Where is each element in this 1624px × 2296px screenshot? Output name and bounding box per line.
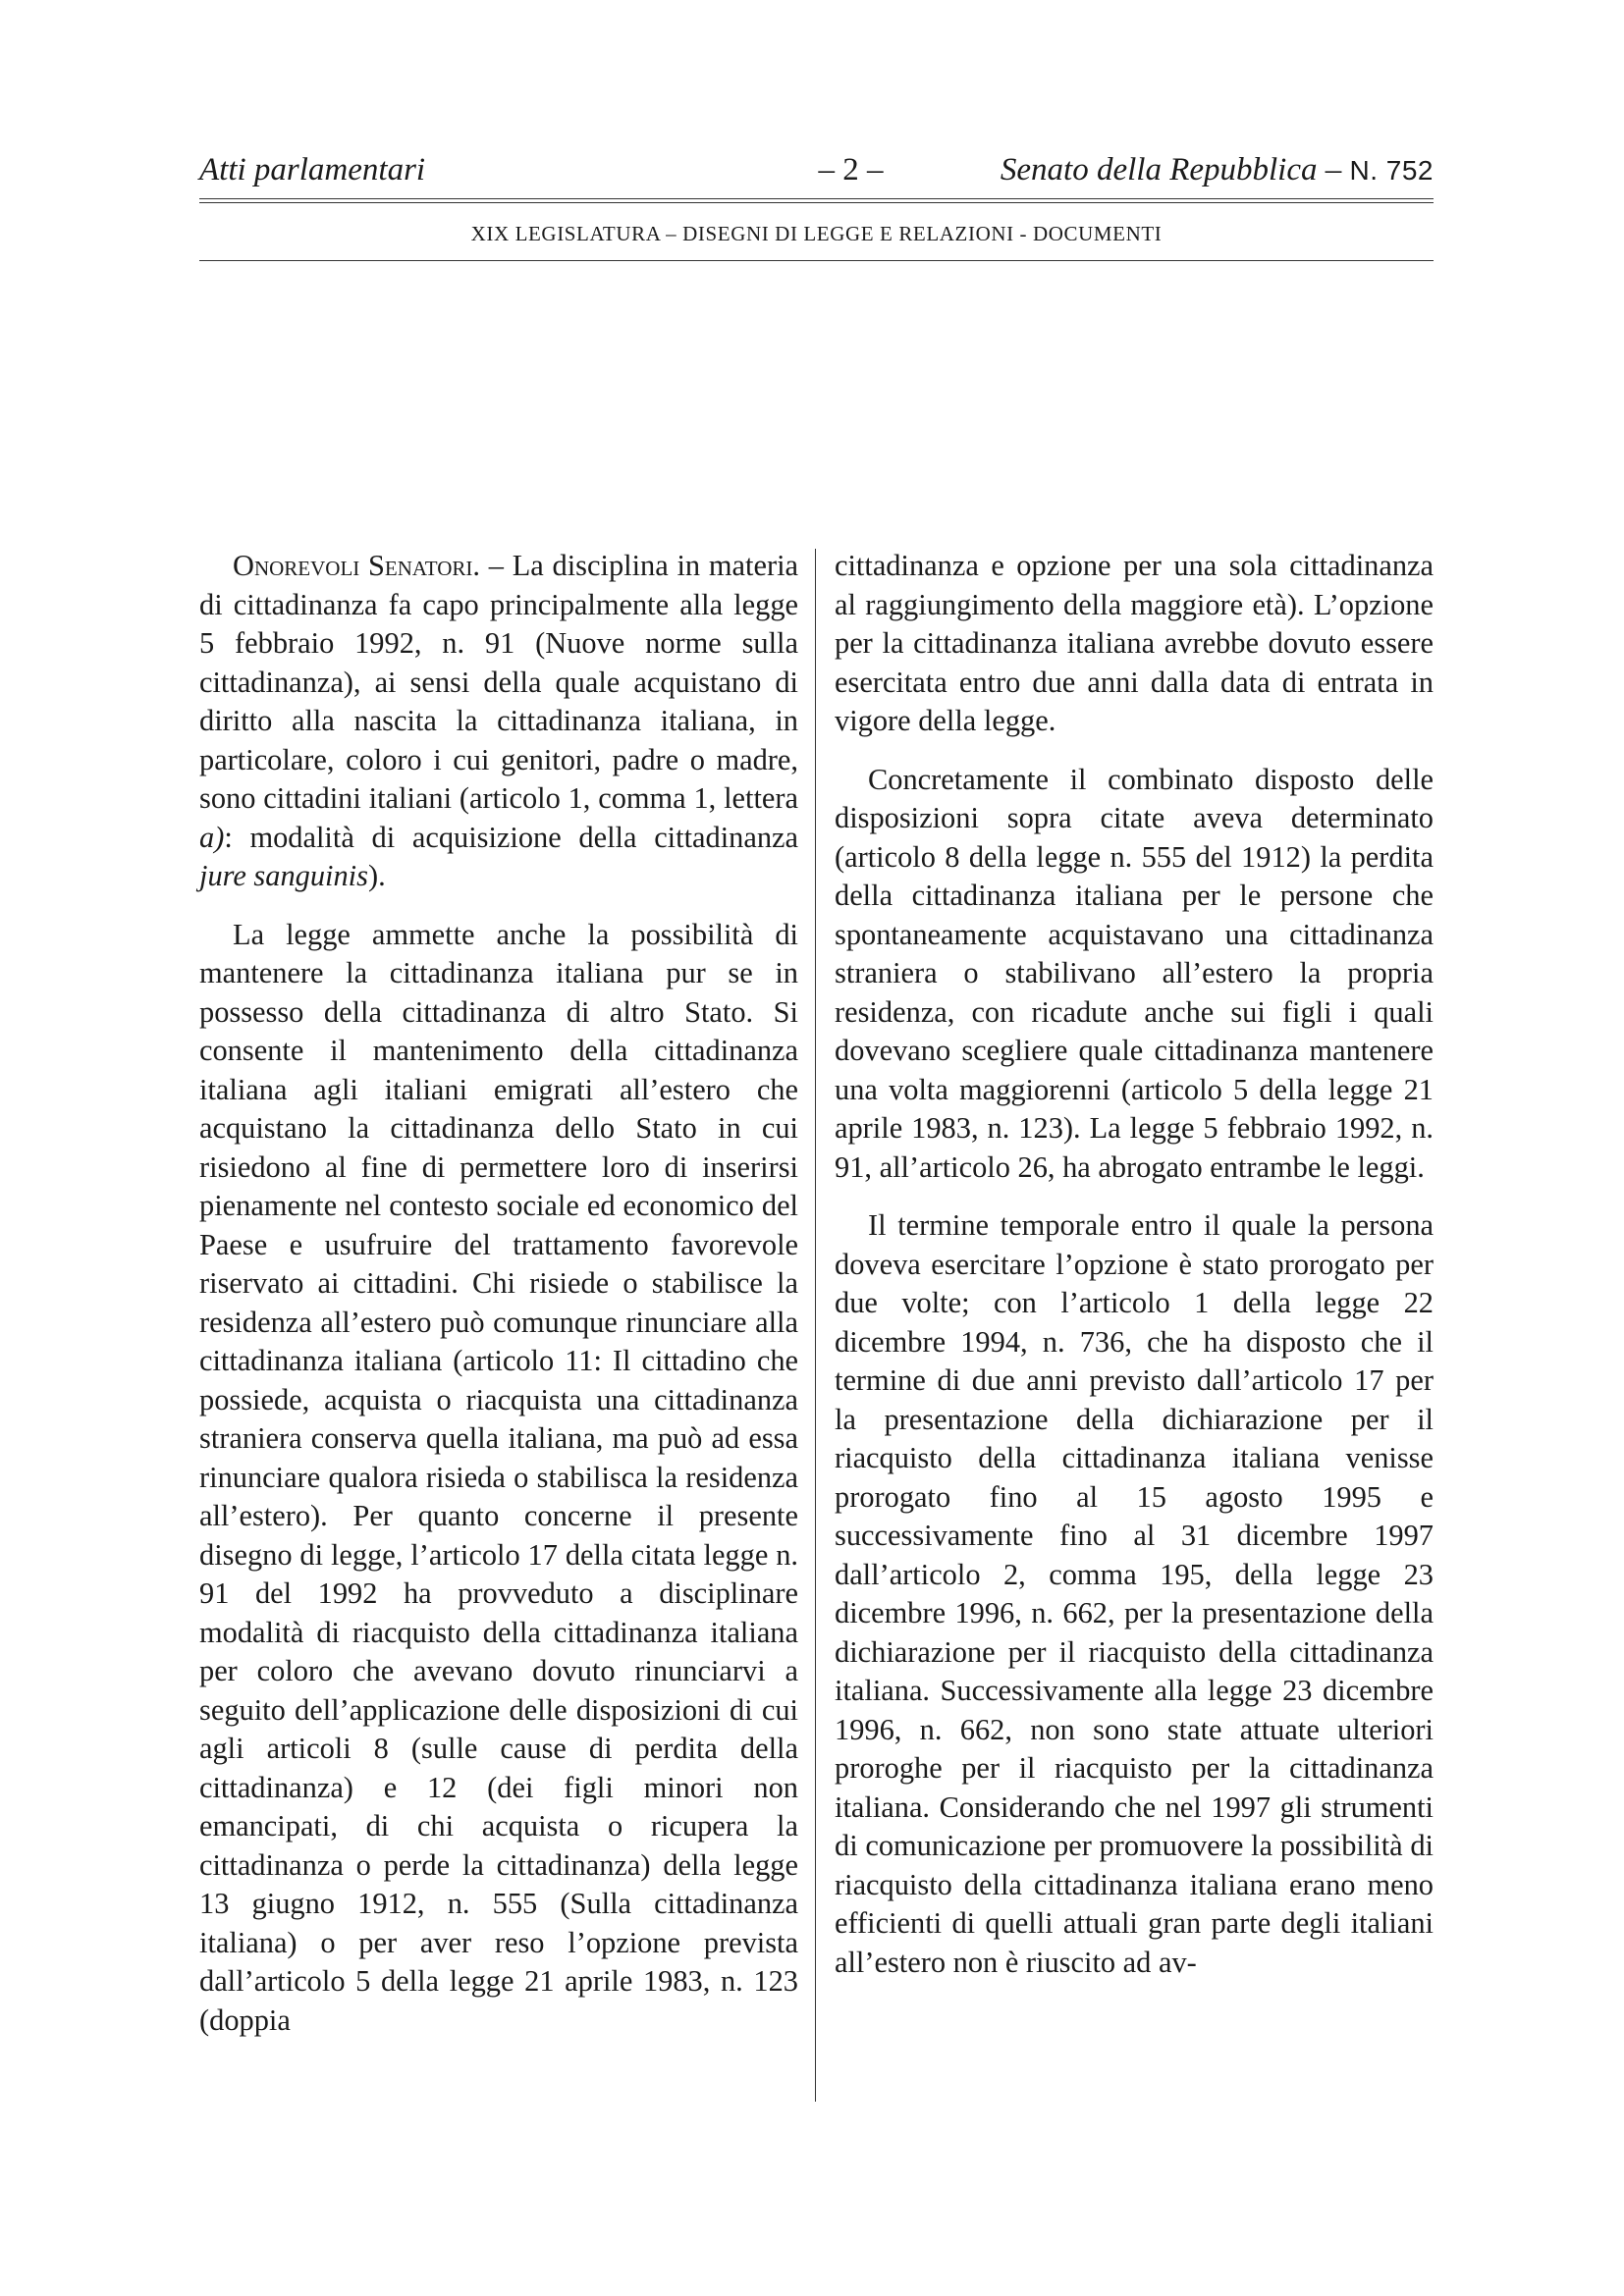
paragraph: Concretamente il combinato disposto delle disposizioni sopra citate aveva determinato (articolo 8 della legge n. 555 del 1912) la perdita della cittadinanza italiana per le persone che spontaneamente acquistavano una cittadinanza straniera o stabilivano all’estero la propria residenza, con ricadute anche sui figli i quali dovevano scegliere quale cittadinanza mantenere una volta maggiorenni (articolo 5 della legge 21 aprile 1983, n. 123). La legge 5 febbraio 1992, n. 91, all’articolo 26, ha abrogato entrambe le leggi. <box>835 762 1434 1184</box>
right-column <box>835 547 1434 1982</box>
salutation: Onorevoli Senatori. <box>233 549 480 582</box>
left-column <box>199 547 798 2040</box>
header-page-number: – 2 – <box>818 152 884 187</box>
running-header <box>199 147 1434 192</box>
header-double-rule <box>199 198 1434 203</box>
paragraph <box>199 547 798 896</box>
header-publication-title: Atti parlamentari <box>199 152 426 187</box>
paragraph-text: ). <box>367 859 386 892</box>
header-legislature-line: XIX LEGISLATURA – DISEGNI DI LEGGE E RELAZIONI - DOCUMENTI <box>470 222 1163 245</box>
column-divider <box>815 549 816 2102</box>
paragraph-text: : modalità di acquisizione della cittadinanza <box>224 820 798 854</box>
header-chamber <box>1001 147 1434 193</box>
header-single-rule <box>199 260 1434 261</box>
paragraph-italic-letter: a) <box>199 820 225 854</box>
paragraph: Il termine temporale entro il quale la persona doveva esercitare l’opzione è stato prorogato per due volte; con l’articolo 1 della legge 22 dicembre 1994, n. 736, che ha disposto che il termine di due anni previsto dall’articolo 17 per la presentazione della dichiarazione per il riacquisto della cittadinanza italiana venisse prorogato fino al 15 agosto 1995 e successivamente fino al 31 dicembre 1997 dall’articolo 2, comma 195, della legge 23 dicembre 1996, n. 662, per la presentazione della dichiarazione per il riacquisto della cittadinanza italiana. Successivamente alla legge 23 dicembre 1996, n. 662, non sono state attuate ulteriori proroghe per il riacquisto per la cittadinanza italiana. Considerando che nel 1997 gli strumenti di comunicazione per promuovere la possibilità di riacquisto della cittadinanza italiana erano meno efficienti di quelli attuali gran parte degli italiani all’estero non è riuscito ad av- <box>835 1208 1434 1979</box>
page-header <box>199 147 1434 261</box>
paragraph-text: – La disciplina in materia di cittadinanza fa capo principalmente alla legge 5 febbraio 1992, n. 91 (Nuove norme sulla cittadinanza), ai sensi della quale acquistano di diritto alla nascita la cittadinanza italiana, in particolare, coloro i cui genitori, padre o madre, sono cittadini italiani (articolo 1, comma 1, lettera <box>199 549 798 815</box>
paragraph-continued: cittadinanza e opzione per una sola cittadinanza al raggiungimento della maggiore età). L’opzione per la cittadinanza italiana avrebbe dovuto essere esercitata entro due anni dalla data di entrata in vigore della legge. <box>835 549 1434 737</box>
header-document-number: N. 752 <box>1349 155 1434 186</box>
paragraph: La legge ammette anche la possibilità di mantenere la cittadinanza italiana pur se in possesso della cittadinanza di altro Stato. Si consente il mantenimento della cittadinanza italiana agli italiani emigrati all’estero che acquistano la cittadinanza dello Stato in cui risiedono al fine di permettere loro di inserirsi pienamente nel contesto sociale ed economico del Paese e usufruire del trattamento favorevole riservato ai cittadini. Chi risiede o stabilisce la residenza all’estero può comunque rinunciare alla cittadinanza italiana (articolo 11: Il cittadino che possiede, acquista o riacquista una cittadinanza straniera conserva quella italiana, ma può ad essa rinunciare qualora risieda o stabilisca la residenza all’estero). Per quanto concerne il presente disegno di legge, l’articolo 17 della citata legge n. 91 del 1992 ha provveduto a disciplinare modalità di riacquisto della cittadinanza italiana per coloro che avevano dovuto rinunciarvi a seguito dell’applicazione delle disposizioni di cui agli articoli 8 (sulle cause di perdita della cittadinanza) e 12 (dei figli minori non emancipati, di chi acquista o ricupera la cittadinanza o perde la cittadinanza) della legge 13 giugno 1912, n. 555 (Sulla cittadinanza italiana) o per aver reso l’opzione prevista dall’articolo 5 della legge 21 aprile 1983, n. 123 (doppia <box>199 917 798 2037</box>
paragraph-latin-term: jure sanguinis <box>199 859 368 892</box>
header-chamber-name: Senato della Repubblica – <box>1000 152 1342 187</box>
